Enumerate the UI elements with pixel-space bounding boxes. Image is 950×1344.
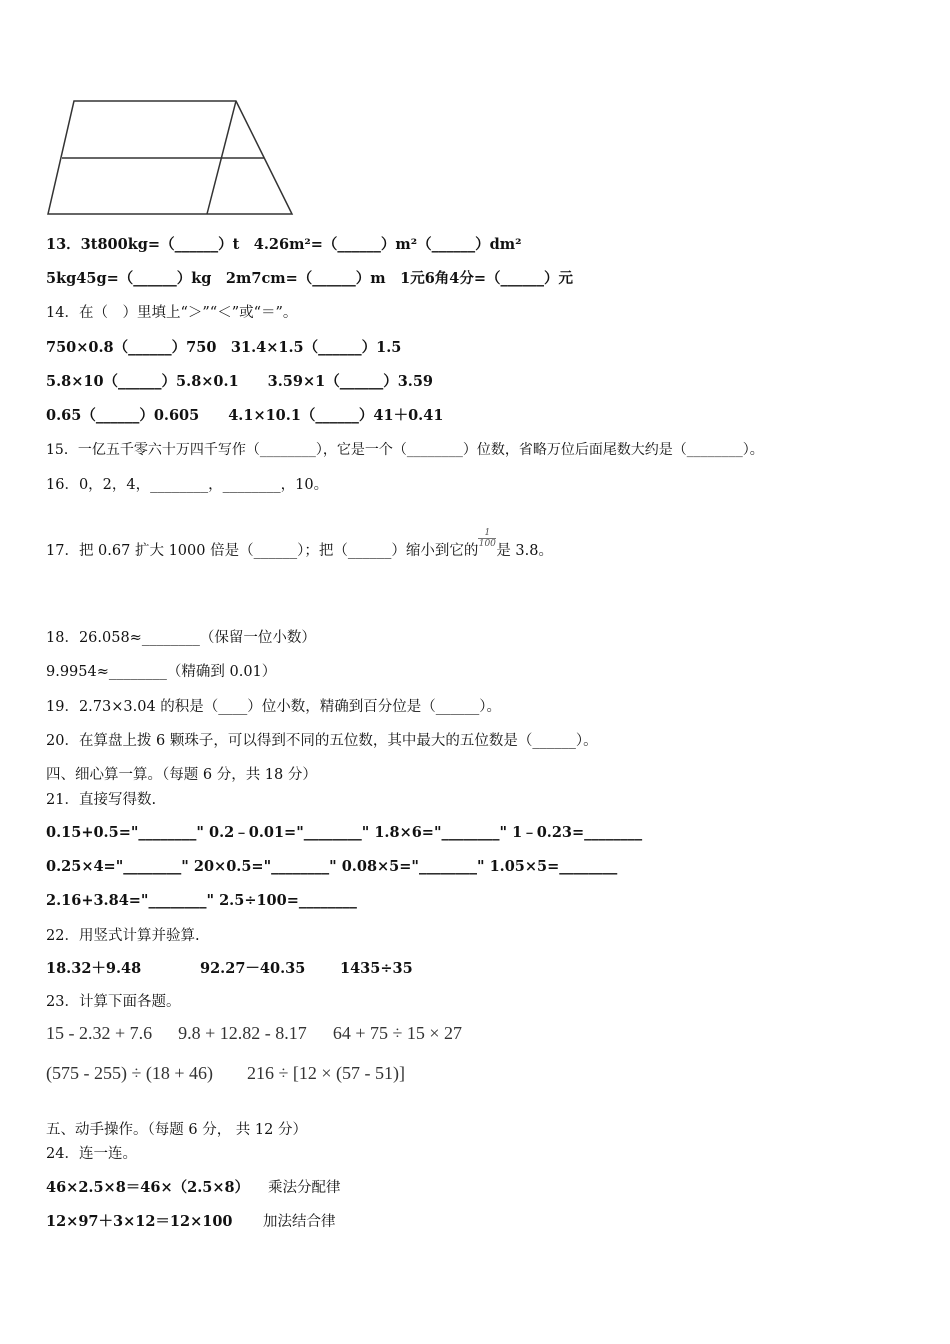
q23-expr: 9.8 + 12.82 - 8.17 — [178, 1023, 307, 1043]
q14-title: 14．在（ ）里填上“＞”“＜”或“＝”。 — [46, 305, 298, 321]
q13-line1: 13．3t800kg=（______）t 4.26m²=（______）m²（______）dm² — [46, 236, 522, 253]
q24-expr: 46×2.5×8＝46×（2.5×8） — [46, 1179, 250, 1196]
q16: 16．0，2，4，________，________，10。 — [46, 477, 329, 493]
q14-row1: 750×0.8（______）750 31.4×1.5（______）1.5 — [46, 339, 402, 356]
q22-item: 1435÷35 — [340, 960, 413, 977]
q24-expr: 12×97＋3×12＝12×100 — [46, 1213, 233, 1230]
q20: 20．在算盘上拨 6 颗珠子，可以得到不同的五位数，其中最大的五位数是（______）。 — [46, 733, 598, 749]
q22-item: 18.32＋9.48 — [46, 960, 142, 977]
q24-law: 加法结合律 — [263, 1214, 336, 1230]
q22-title: 22．用竖式计算并验算. — [46, 928, 200, 944]
q14-row3: 0.65（______）0.605 4.1×10.1（______）41＋0.41 — [46, 407, 444, 424]
trapezoid-figure — [40, 95, 300, 220]
q23-row2 — [46, 1063, 431, 1084]
q22-item: 92.27－40.35 — [200, 960, 306, 977]
q23-expr: (575 - 255) ÷ (18 + 46) — [46, 1063, 214, 1083]
q21-row3: 2.16+3.84="________" 2.5÷100=________ — [46, 892, 357, 909]
q24-title: 24．连一连。 — [46, 1146, 137, 1162]
q14-row2: 5.8×10（______）5.8×0.1 3.59×1（______）3.59 — [46, 373, 434, 390]
q22-items — [46, 959, 413, 979]
q23-expr: 15 - 2.32 + 7.6 — [46, 1023, 153, 1043]
q24-row — [46, 1178, 341, 1198]
q24-law: 乘法分配律 — [268, 1180, 341, 1196]
q18-line1: 18．26.058≈________（保留一位小数） — [46, 630, 316, 646]
q21-row2: 0.25×4="________" 20×0.5="________" 0.08×5="________" 1.05×5=________ — [46, 858, 618, 875]
section-5-heading: 五、动手操作。（每题 6 分， 共 12 分） — [46, 1122, 307, 1138]
q13-line2: 5kg45g=（______）kg 2m7cm=（______）m 1元6角4分=（______）元 — [46, 270, 574, 287]
q17-before: 17．把 0.67 扩大 1000 倍是（______）；把（______）缩小到它的 — [46, 543, 479, 559]
fraction-one-hundredth: $\frac{1}{100}$ — [478, 528, 496, 549]
q15: 15．一亿五千零六十万四千写作（________），它是一个（________）位数，省略万位后面尾数大约是（________）。 — [46, 442, 764, 458]
q23-expr: 216 ÷ [12 × (57 - 51)] — [247, 1063, 406, 1083]
q23-title: 23．计算下面各题。 — [46, 994, 181, 1010]
q23-expr: 64 + 75 ÷ 15 × 27 — [332, 1023, 462, 1043]
q17 — [46, 528, 553, 561]
q21-title: 21．直接写得数. — [46, 792, 157, 808]
q19: 19．2.73×3.04 的积是（____）位小数，精确到百分位是（______）。 — [46, 699, 502, 715]
q18-line2: 9.9954≈________（精确到 0.01） — [46, 664, 277, 680]
q23-row1 — [46, 1023, 488, 1044]
section-4-heading: 四、细心算一算。（每题 6 分，共 18 分） — [46, 767, 317, 783]
q17-after: 是 3.8。 — [496, 543, 553, 559]
q24-row — [46, 1212, 336, 1232]
q21-row1: 0.15+0.5="________" 0.2﹣0.01="________" 1.8×6="________" 1﹣0.23=________ — [46, 824, 643, 841]
